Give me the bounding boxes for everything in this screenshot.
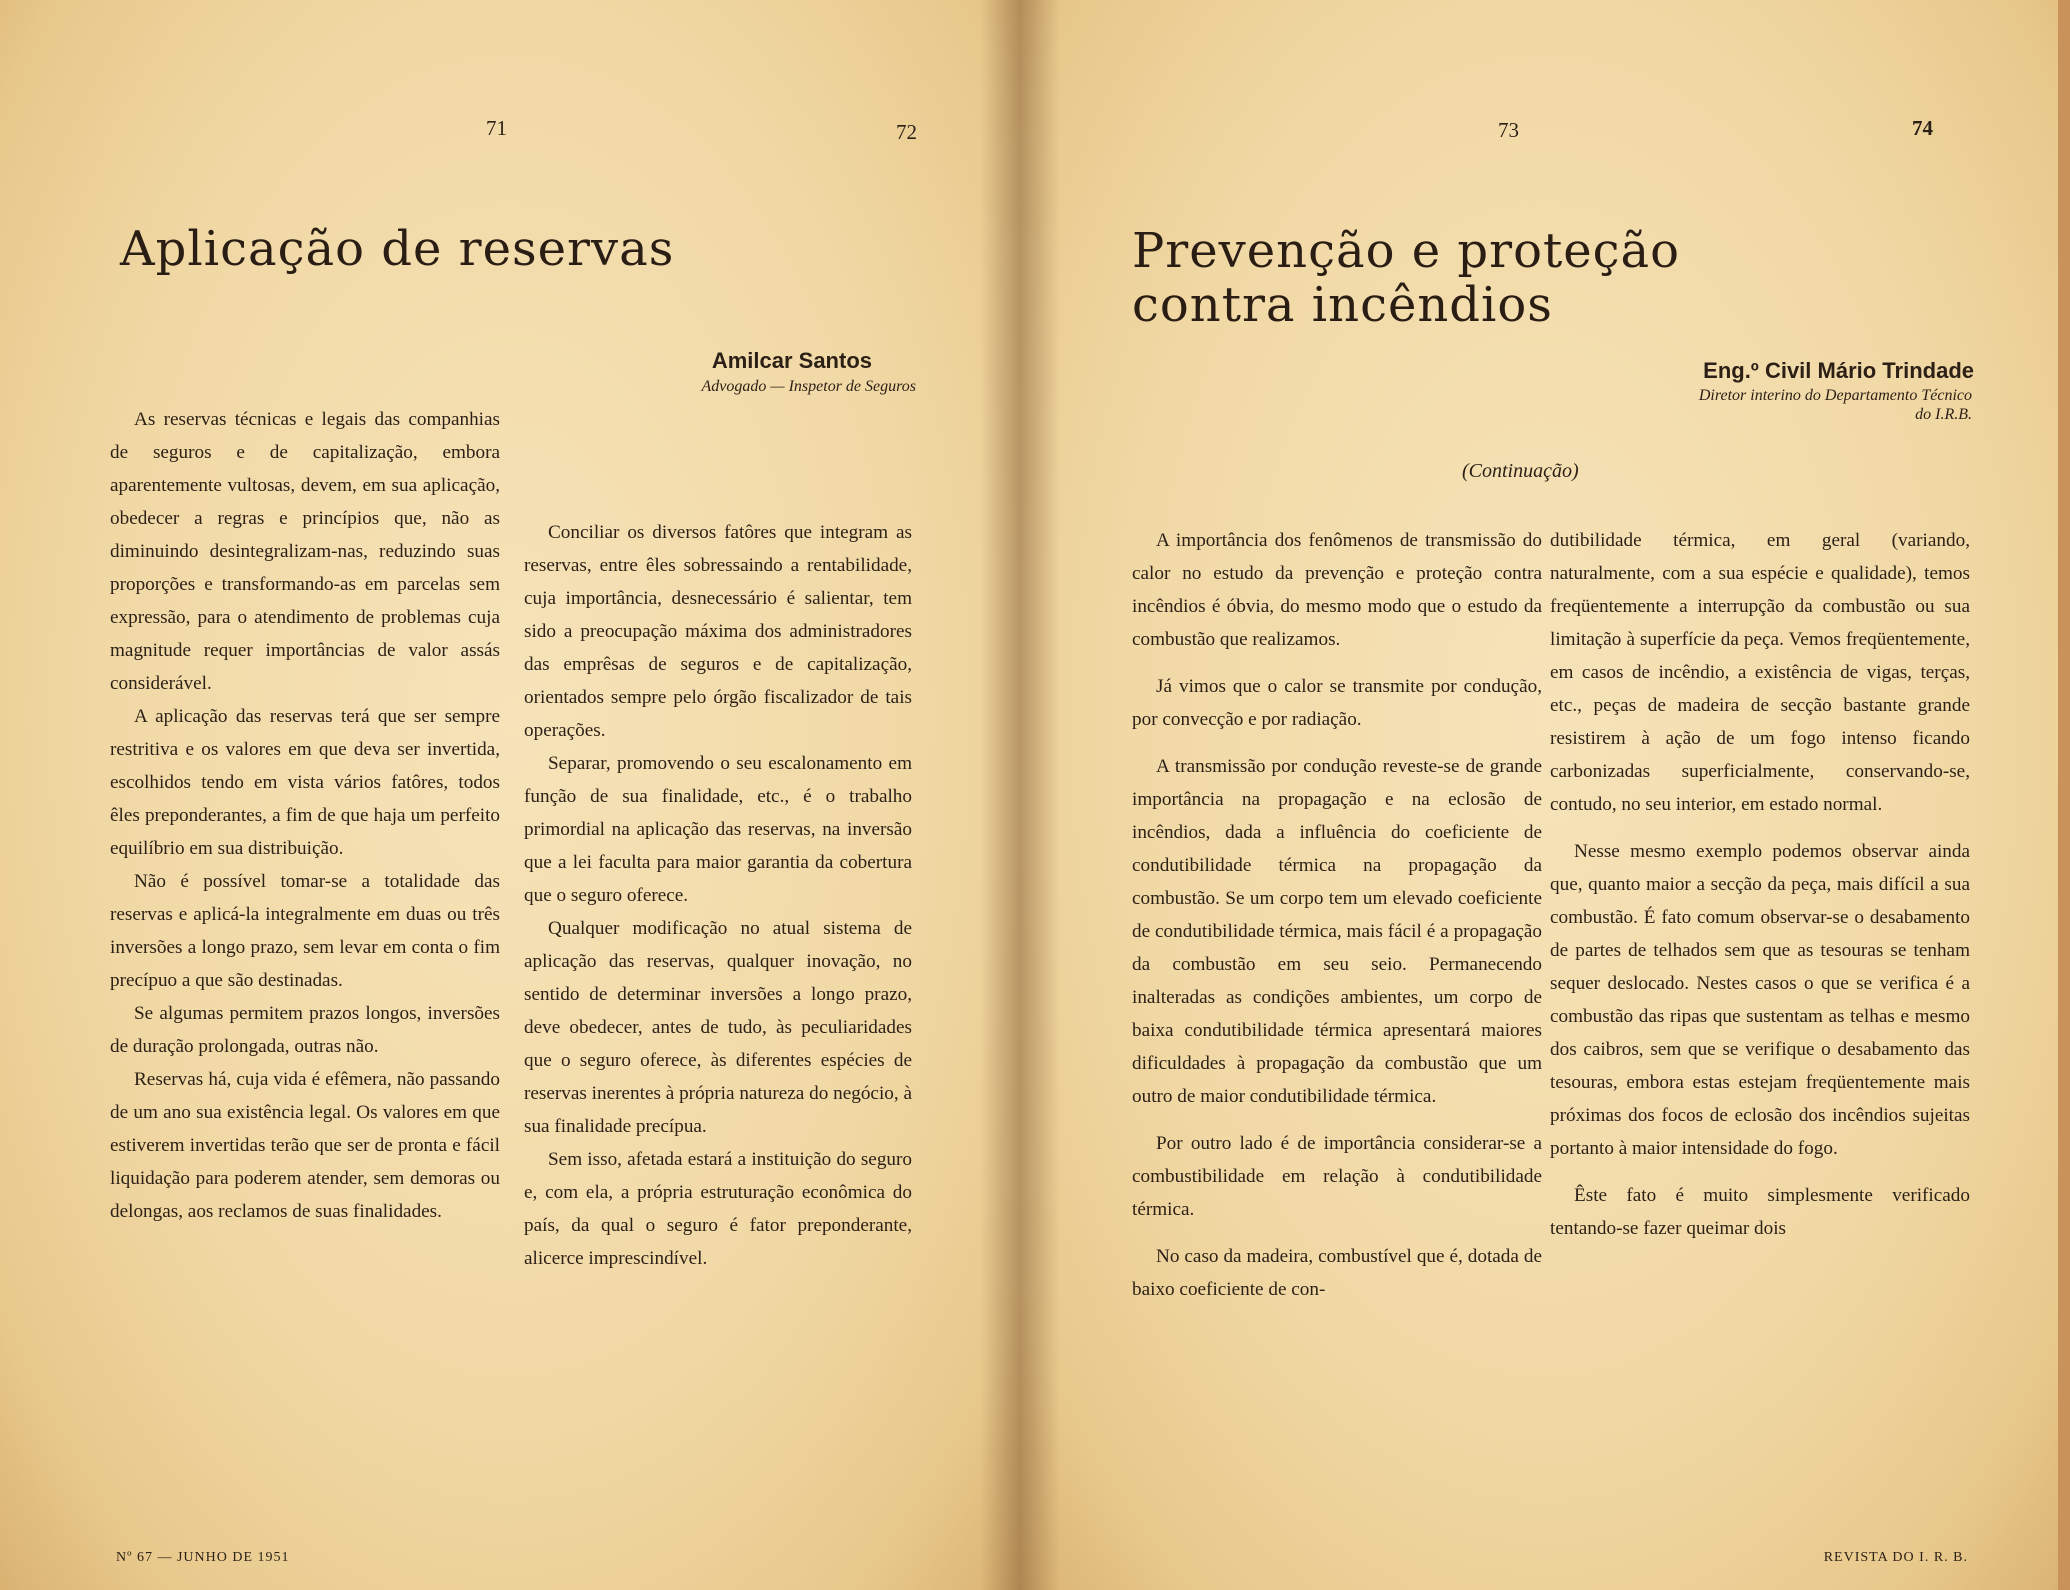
page-number: 71 — [486, 116, 507, 140]
paragraph: Conciliar os diversos fatôres que integram as reservas, entre êles sobressaindo a rentabilidade, cuja importância, desnecessário é salientar, tem sido a preocupação máxima dos administradores das emprêsas de seguros e de capitalização, orientados sempre pelo órgão fiscalizador de tais operações. — [524, 522, 912, 741]
gutter-shadow — [1020, 0, 1060, 1590]
paragraph: Sem isso, afetada estará a instituição do seguro e, com ela, a própria estruturação econômica do país, da qual o seguro é fator preponderante, alicerce imprescindível. — [524, 1149, 912, 1269]
paragraph: Já vimos que o calor se transmite por condução, por convecção e por radiação. — [1132, 676, 1542, 730]
title-line: Prevenção e proteção — [1132, 223, 1681, 279]
paragraph: Se algumas permitem prazos longos, inversões de duração prolongada, outras não. — [110, 1003, 500, 1057]
paragraph: A transmissão por condução reveste-se de grande importância na propagação e na eclosão de incêndios, dada a influência do coeficiente de condutibilidade térmica na propagação da combustão. Se um corpo tem um elevado coeficiente de condutibilidade térmica, mais fácil é a propagação da combustão em seu seio. Permanecendo inalteradas as condições ambientes, um corpo de baixa condutibilidade térmica apresentará maiores dificuldades à propagação da combustão que um outro de maior condutibilidade térmica. — [1132, 756, 1542, 1107]
page-edge — [2058, 0, 2070, 1590]
paragraph: Nesse mesmo exemplo podemos observar ainda que, quanto maior a secção da peça, mais difícil a sua combustão. É fato comum observar-se o desabamento de partes de telhados sem que as tesouras se tenham sequer deslocado. Nestes casos o que se verifica é a combustão das ripas que sustentam as telhas e mesmo dos caibros, sem que se verifique o desabamento das tesouras, embora estas estejam freqüentemente mais próximas dos focos de eclosão dos incêndios sujeitas portanto à maior intensidade do fogo. — [1550, 841, 1970, 1159]
gutter-shadow — [980, 0, 1020, 1590]
page-footer: REVISTA DO I. R. B. — [1823, 1550, 1968, 1565]
right-page — [1020, 0, 2070, 1590]
paragraph: A aplicação das reservas terá que ser sempre restritiva e os valores em que deva ser invertida, escolhidos tendo em vista vários fatôres, todos êles preponderantes, a fim de que haja um perfeito equilíbrio em sua distribuição. — [110, 706, 500, 859]
paragraph: As reservas técnicas e legais das companhias de seguros e de capitalização, embora aparentemente vultosas, devem, em sua aplicação, obedecer a regras e princípios que, não as diminuindo desintegralizam-nas, reduzindo suas proporções e transformando-as em parcelas sem expressão, para o atendimento de problemas cuja magnitude requer importâncias de valor assás considerável. — [110, 409, 500, 694]
article-column-1 — [1132, 524, 1542, 1306]
author-name: Amilcar Santos — [711, 348, 872, 373]
paragraph: Não é possível tomar-se a totalidade das reservas e aplicá-la integralmente em duas ou três inversões a longo prazo, sem levar em conta o fim precípuo a que são destinadas. — [110, 871, 500, 991]
role-line: do I.R.B. — [1915, 406, 1972, 423]
paragraph: Êste fato é muito simplesmente verificado tentando-se fazer queimar dois — [1550, 1185, 1970, 1239]
continuation-note: (Continuação) — [1462, 460, 1579, 482]
paragraph: Separar, promovendo o seu escalonamento em função de sua finalidade, etc., é o trabalho primordial na aplicação das reservas, na inversão que a lei faculta para maior garantia da cobertura que o seguro oferece. — [524, 753, 912, 906]
article-title: Aplicação de reservas — [120, 221, 675, 277]
article-column-1 — [110, 403, 500, 1228]
paragraph: No caso da madeira, combustível que é, dotada de baixo coeficiente de con- — [1132, 1246, 1542, 1300]
page-number: 73 — [1498, 118, 1519, 142]
article-column-2 — [1550, 524, 1970, 1245]
left-page — [0, 0, 1020, 1590]
page-number: 74 — [1912, 116, 1933, 140]
page-number: 72 — [896, 120, 917, 144]
author-role — [1552, 386, 1972, 424]
paragraph: Por outro lado é de importância considerar-se a combustibilidade em relação à condutibilidade térmica. — [1132, 1133, 1542, 1220]
article-title — [1132, 224, 1680, 332]
paragraph: A importância dos fenômenos de transmissão do calor no estudo da prevenção e proteção contra incêndios é óbvia, do mesmo modo que o estudo da combustão que realizamos. — [1132, 530, 1542, 650]
author-name: Eng.º Civil Mário Trindade — [1703, 358, 1974, 383]
title-line: contra incêndios — [1132, 277, 1553, 333]
author-role: Advogado — Inspetor de Seguros — [701, 378, 916, 395]
page-footer: Nº 67 — JUNHO DE 1951 — [116, 1550, 290, 1565]
paragraph: dutibilidade térmica, em geral (variando, naturalmente, com a sua espécie e qualidade), temos freqüentemente a interrupção da combustão ou sua limitação à superfície da peça. Vemos freqüentemente, em casos de incêndio, a existência de vigas, terças, etc., peças de madeira de secção bastante grande resistirem à ação de um fogo intenso ficando carbonizadas superficialmente, conservando-se, contudo, no seu interior, em estado normal. — [1550, 530, 1970, 815]
role-line: Diretor interino do Departamento Técnico — [1698, 387, 1972, 404]
paragraph: Reservas há, cuja vida é efêmera, não passando de um ano sua existência legal. Os valores em que estiverem invertidas terão que ser de pronta e fácil liquidação para poderem atender, sem demoras ou delongas, aos reclamos de suas finalidades. — [110, 1069, 500, 1222]
paragraph: Qualquer modificação no atual sistema de aplicação das reservas, qualquer inovação, no sentido de determinar inversões a longo prazo, deve obedecer, antes de tudo, às peculiaridades que o seguro oferece, às diferentes espécies de reservas inerentes à própria natureza do negócio, à sua finalidade precípua. — [524, 918, 912, 1137]
article-column-2 — [524, 516, 912, 1275]
